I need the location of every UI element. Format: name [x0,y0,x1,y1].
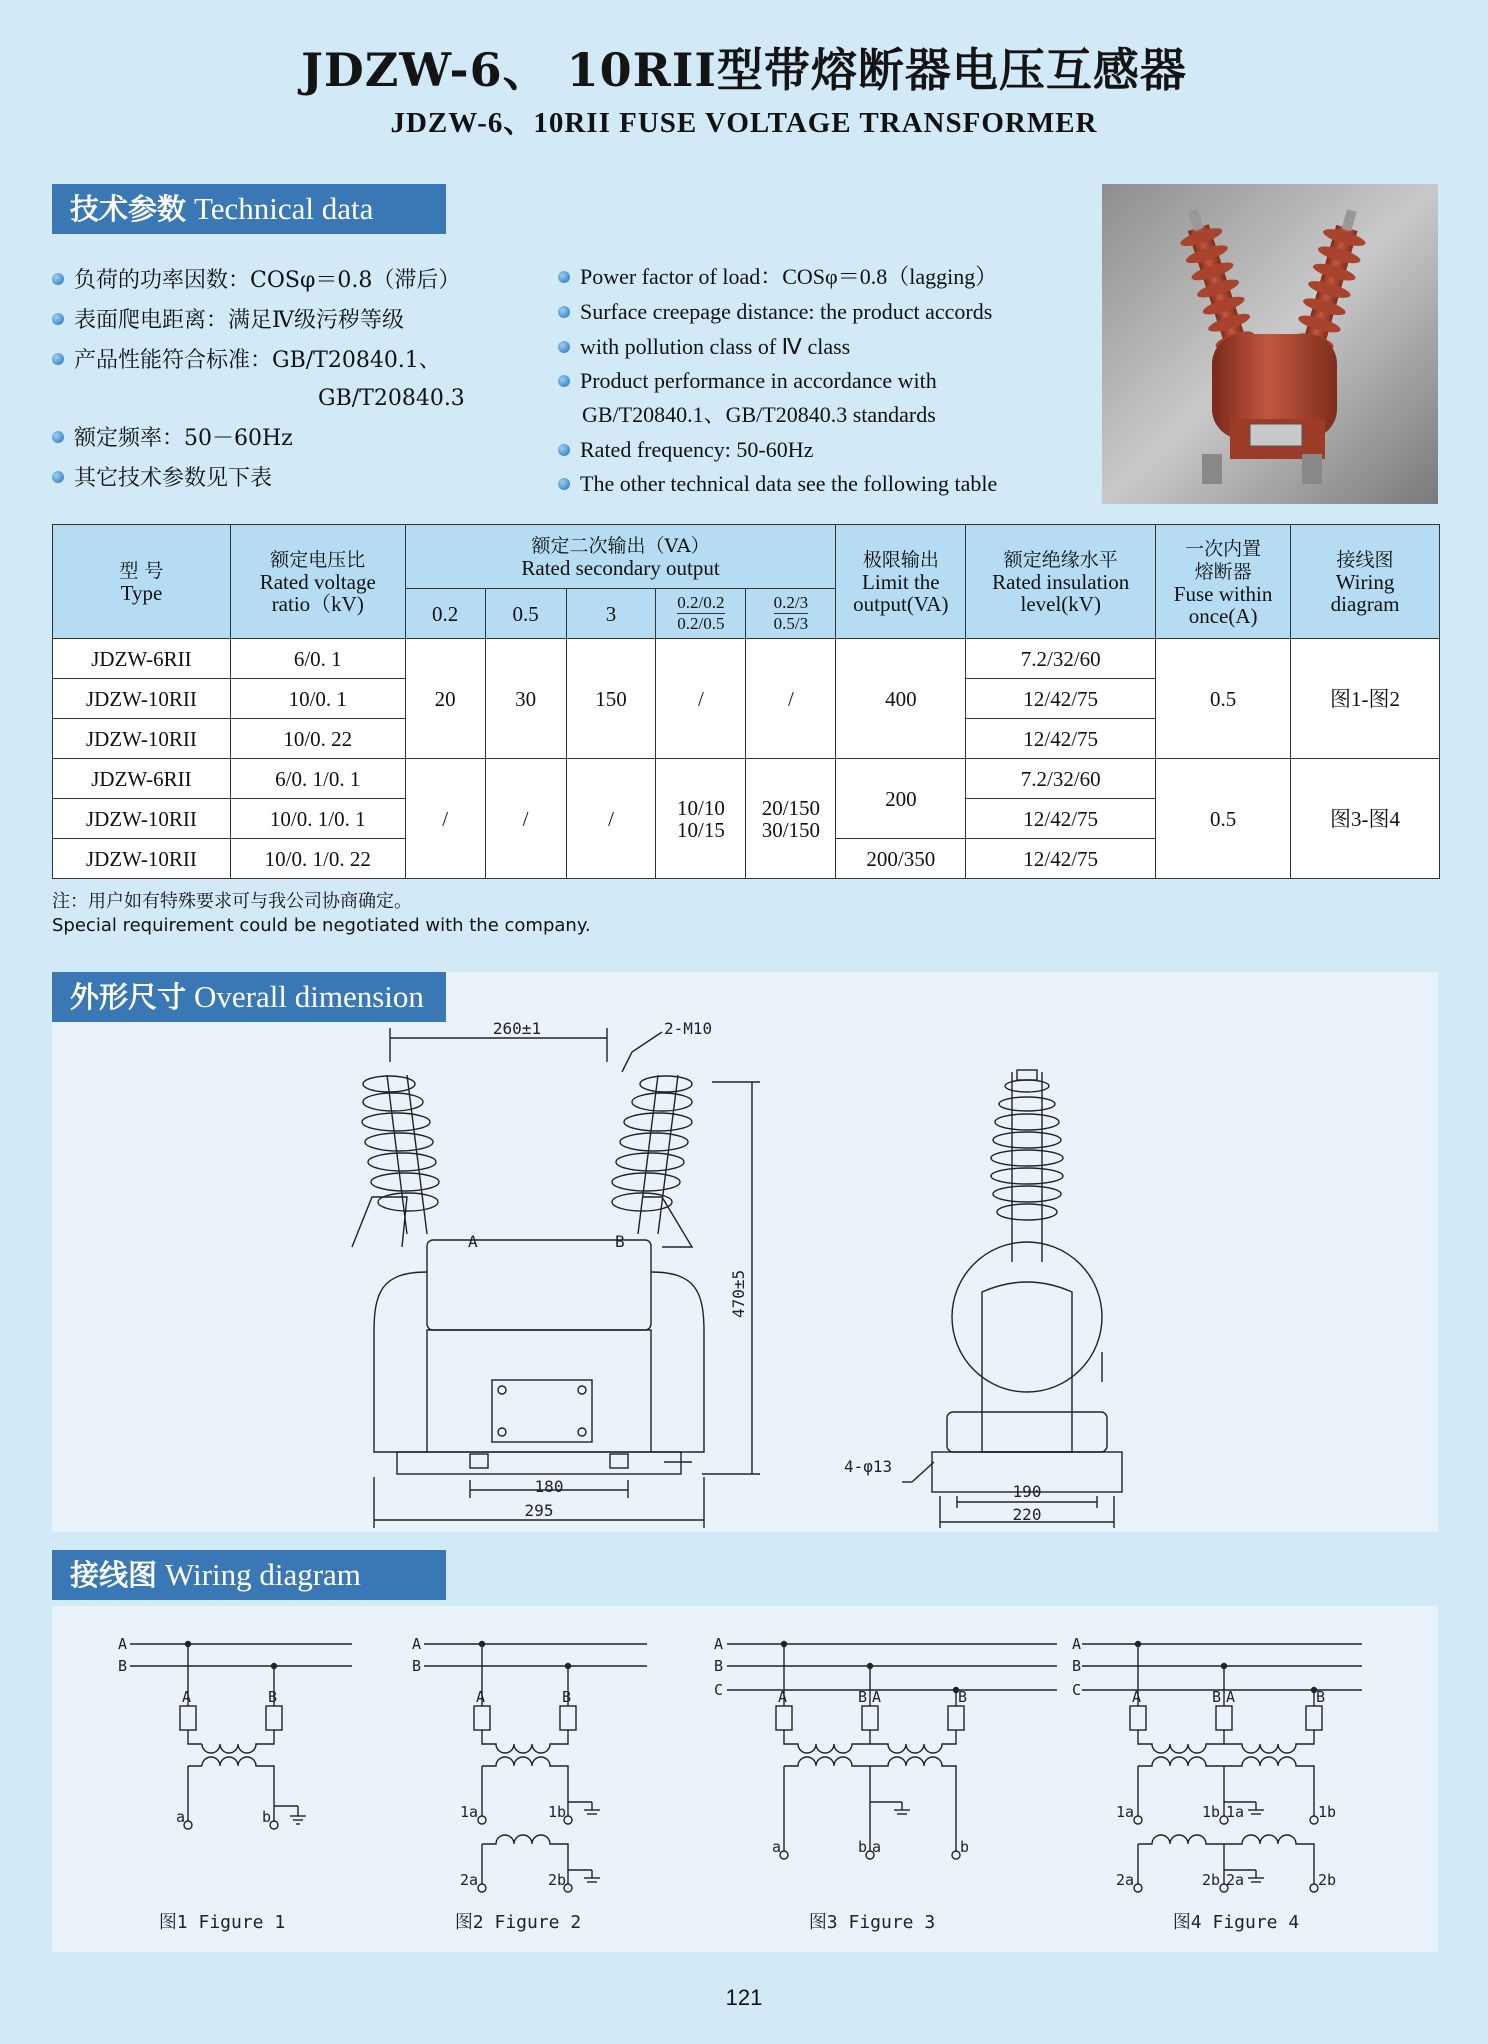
cell-05: / [485,759,566,879]
wire-label: B [714,1657,724,1675]
dim-220: 220 [1012,1505,1042,1524]
dim-phi: 4-φ13 [844,1457,893,1476]
cell-ratio: 6/0. 1 [230,639,405,679]
bullet-dot-icon [558,375,570,387]
wiring-diagrams [52,1606,1438,1952]
bullet-dot-icon [558,478,570,490]
dim-470: 470±5 [729,1269,748,1318]
th-sub-frac2: $\frac{0.2/3}{0.5/3}$ [746,589,836,639]
wiring-figure-3 [727,1642,1057,1860]
th-sub-05: 0.5 [485,589,566,639]
bullet-en-4: Product performance in accordance with [558,366,937,396]
section-header-wiring [52,1550,446,1600]
cell-05: 30 [485,639,566,759]
bullet-dot-icon [558,444,570,456]
dim-m10: 2-M10 [664,1019,713,1038]
wire-label: 1a [1226,1803,1245,1821]
cell-wiring: 图1-图2 [1291,639,1440,759]
th-sub-3: 3 [566,589,656,639]
cell-frac1: / [656,639,746,759]
note-cn: 注：用户如有特殊要求可与我公司协商确定。 [52,891,412,912]
cell-02: / [405,759,485,879]
bullet-en-2: Surface creepage distance: the product accords [558,297,992,327]
wiring-figure-1 [130,1642,352,1830]
figure-caption-1: 图1 Figure 1 [158,1912,286,1933]
note [52,890,591,938]
product-photo [1102,184,1438,504]
cell-type: JDZW-10RII [53,719,231,759]
wire-label: C [714,1681,724,1699]
cell-ratio: 10/0. 1 [230,679,405,719]
wire-label: 1b [548,1803,567,1821]
page-title-cn: JDZW-6、 10RII型带熔断器电压互感器 [301,43,1187,97]
wire-label: a [772,1838,782,1856]
front-insulator-left [352,1075,439,1247]
wire-label: A [714,1635,724,1653]
cell-insulation: 12/42/75 [966,839,1156,879]
wire-label: 2b [1202,1871,1221,1889]
wire-label: B [958,1688,968,1706]
wiring-figure-4 [1082,1642,1362,1893]
section-title-en: Wiring diagram [165,1557,361,1592]
wire-label: B [118,1657,128,1675]
side-insulator [991,1070,1063,1262]
bullet-cn-1: 负荷的功率因数：COSφ＝0.8（滞后） [52,266,460,296]
wire-label: A [182,1688,192,1706]
cell-ratio: 6/0. 1/0. 1 [230,759,405,799]
cell-type: JDZW-6RII [53,639,231,679]
th-fuse: 一次内置 熔断器 Fuse within once(A) [1156,525,1291,639]
wire-label: B [858,1688,868,1706]
wire-label: A [1226,1688,1236,1706]
wire-label: A [1132,1688,1142,1706]
cell-type: JDZW-6RII [53,759,231,799]
cell-3: / [566,759,656,879]
wire-label: b [858,1838,868,1856]
table-row [53,759,1440,799]
wire-label: 2a [1116,1871,1135,1889]
bullet-dot-icon [558,306,570,318]
wire-label: B [1212,1688,1222,1706]
bullet-dot-icon [558,271,570,283]
wire-label: A [872,1688,882,1706]
cell-limit: 200/350 [836,839,966,879]
cell-insulation: 12/42/75 [966,679,1156,719]
dim-260: 260±1 [492,1019,542,1038]
cell-insulation: 12/42/75 [966,799,1156,839]
dim-295: 295 [524,1501,554,1520]
th-insulation: 额定绝缘水平 Rated insulation level(kV) [966,525,1156,639]
terminal-label-a: A [468,1232,478,1251]
cell-fuse: 0.5 [1156,639,1291,759]
table-header-row-1 [53,525,1440,589]
cell-fuse: 0.5 [1156,759,1291,879]
dim-190: 190 [1012,1482,1042,1501]
wire-label: A [778,1688,788,1706]
bullet-cn-2: 表面爬电距离：满足Ⅳ级污秽等级 [52,306,404,336]
figure-caption-3: 图3 Figure 3 [808,1912,936,1933]
bullet-en-1: Power factor of load：COSφ＝0.8（lagging） [558,262,997,292]
cell-limit: 400 [836,639,966,759]
cell-frac1: 10/10 10/15 [656,759,746,879]
th-secondary: 额定二次输出（VA） Rated secondary output [405,525,836,589]
dimension-drawing [52,972,1438,1532]
section-title-en: Overall dimension [194,979,424,1014]
cell-type: JDZW-10RII [53,799,231,839]
terminal-label-b: B [615,1232,625,1251]
note-en: Special requirement could be negotiated with the company. [52,915,591,936]
cell-insulation: 7.2/32/60 [966,759,1156,799]
wire-label: 2b [1318,1871,1337,1889]
wire-label: 1a [1116,1803,1135,1821]
bullet-dot-icon [52,273,64,285]
section-title-cn: 接线图 [70,1558,158,1592]
bullet-cn-3: 产品性能符合标准：GB/T20840.1、 [52,346,441,376]
bullet-dot-icon [52,431,64,443]
cell-3: 150 [566,639,656,759]
th-type: 型 号 Type [53,525,231,639]
wire-label: A [412,1635,422,1653]
bullet-cn-4: 额定频率：50－60Hz [52,424,293,454]
bullet-en-5: Rated frequency: 50-60Hz [558,435,813,465]
wire-label: A [476,1688,486,1706]
th-sub-frac1: $\frac{0.2/0.2}{0.2/0.5}$ [656,589,746,639]
th-limit: 极限输出 Limit the output(VA) [836,525,966,639]
cell-frac2: 20/150 30/150 [746,759,836,879]
cell-ratio: 10/0. 22 [230,719,405,759]
wire-label: a [872,1838,882,1856]
spec-table [52,524,1440,879]
page-title-en: JDZW-6、10RII FUSE VOLTAGE TRANSFORMER [390,107,1098,139]
wire-label: 1b [1318,1803,1337,1821]
wire-label: A [118,1635,128,1653]
cell-wiring: 图3-图4 [1291,759,1440,879]
cell-frac2: / [746,639,836,759]
th-ratio: 额定电压比 Rated voltage ratio（kV) [230,525,405,639]
section-header-technical [52,184,446,234]
wire-label: B [412,1657,422,1675]
bullet-dot-icon [52,313,64,325]
bullet-cn-5: 其它技术参数见下表 [52,464,272,494]
cell-limit: 200 [836,759,966,839]
wire-label: 1a [460,1803,479,1821]
bullet-cn-3-cont: GB/T20840.3 [318,386,465,411]
wire-label: B [268,1688,278,1706]
cell-type: JDZW-10RII [53,679,231,719]
wire-label: 1b [1202,1803,1221,1821]
th-sub-02: 0.2 [405,589,485,639]
wire-label: B [562,1688,572,1706]
wire-label: b [960,1838,970,1856]
wire-label: a [176,1808,186,1826]
section-title-en: Technical data [194,191,374,226]
page-number: 121 [725,1985,763,2010]
table-row [53,639,1440,679]
wiring-figure-2 [424,1642,647,1893]
bullet-dot-icon [558,341,570,353]
cell-insulation: 7.2/32/60 [966,639,1156,679]
wire-label: B [1316,1688,1326,1706]
th-wiring: 接线图 Wiring diagram [1291,525,1440,639]
figure-caption-4: 图4 Figure 4 [1172,1912,1300,1933]
cell-02: 20 [405,639,485,759]
section-title-cn: 外形尺寸 [70,980,187,1014]
cell-ratio: 10/0. 1/0. 22 [230,839,405,879]
wire-label: 2a [1226,1871,1245,1889]
front-insulator-right [612,1075,692,1247]
bullet-en-3: with pollution class of Ⅳ class [558,332,850,362]
bullet-dot-icon [52,353,64,365]
figure-caption-2: 图2 Figure 2 [454,1912,582,1933]
cell-insulation: 12/42/75 [966,719,1156,759]
wire-label: b [262,1808,272,1826]
bullet-dot-icon [52,471,64,483]
bullet-en-4-cont: GB/T20840.1、GB/T20840.3 standards [582,402,936,427]
wire-label: B [1072,1657,1082,1675]
cell-type: JDZW-10RII [53,839,231,879]
wire-label: C [1072,1681,1082,1699]
bullet-en-6: The other technical data see the following table [558,469,997,499]
cell-ratio: 10/0. 1/0. 1 [230,799,405,839]
wire-label: A [1072,1635,1082,1653]
section-title-cn: 技术参数 [70,192,187,226]
wire-label: 2a [460,1871,479,1889]
wire-label: 2b [548,1871,567,1889]
dim-180: 180 [534,1477,564,1496]
